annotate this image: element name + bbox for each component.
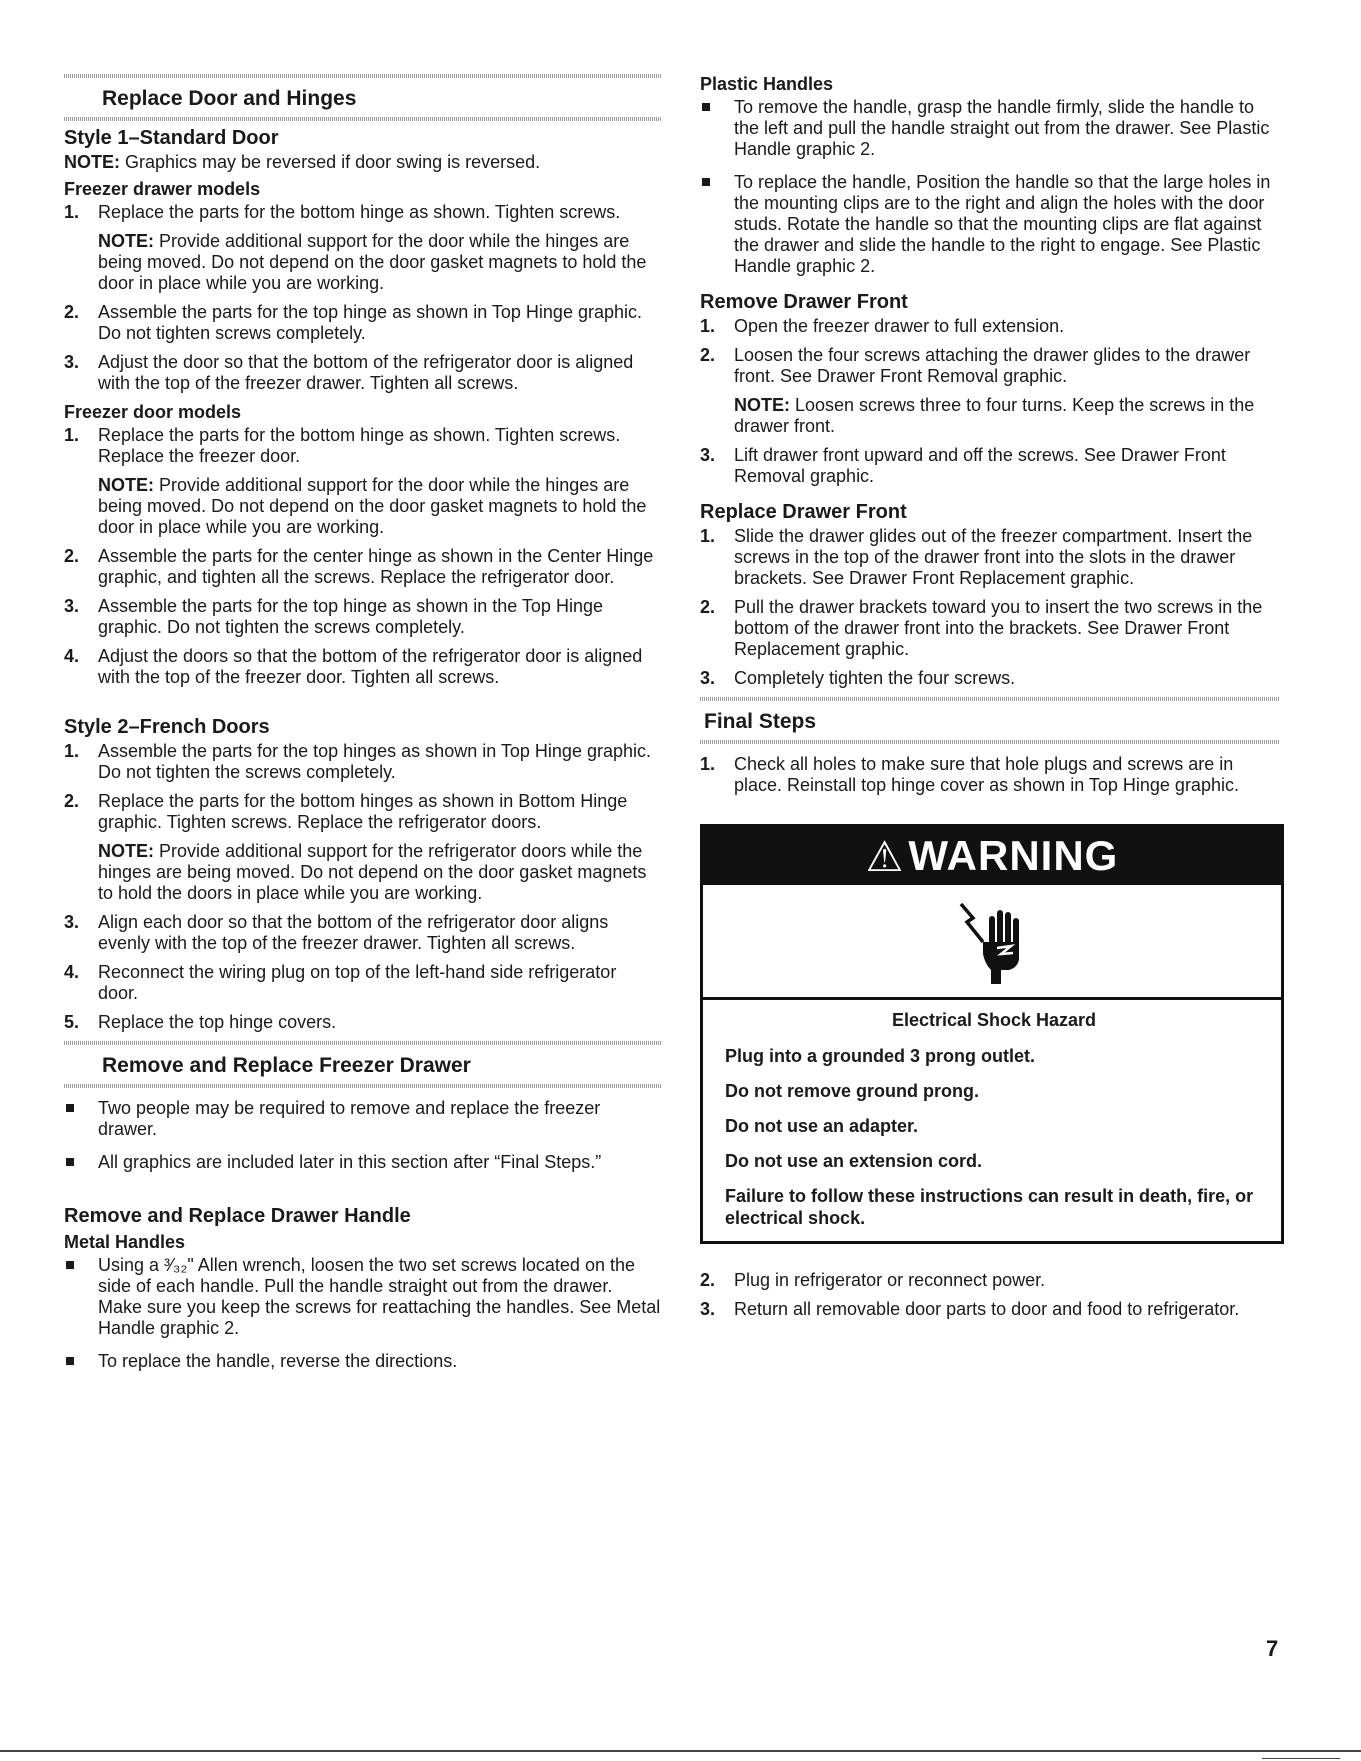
replace-front-steps <box>700 526 1280 689</box>
list-item <box>64 1012 661 1033</box>
page-bottom-rule <box>0 1750 1361 1752</box>
page-number: 7 <box>1266 1636 1279 1661</box>
list-item <box>700 1299 1280 1320</box>
list-item <box>64 425 661 538</box>
step-text: Replace the parts for the bottom hinge as shown. Tighten screws. Replace the freezer door. <box>98 425 621 466</box>
freezer-door-models-heading: Freezer door models <box>64 402 242 422</box>
warning-word: WARNING <box>908 832 1119 879</box>
step-text: Align each door so that the bottom of the refrigerator door aligns evenly with the top of the freezer drawer. Tighten all screws. <box>98 912 609 953</box>
list-item <box>700 316 1280 337</box>
step-text: Reconnect the wiring plug on top of the left-hand side refrigerator door. <box>98 962 617 1003</box>
bullet-text: To replace the handle, Position the handle so that the large holes in the mounting clips are to the right and align the holes with the door studs. Rotate the handle so that the mounting clips are flat against the drawer and slide the handle to the right to engage. See Plastic Handle graphic 2. <box>734 172 1271 276</box>
list-item <box>700 597 1280 660</box>
list-item <box>64 962 661 1004</box>
step-text: Assemble the parts for the top hinge as shown in the Top Hinge graphic. Do not tighten the screws completely. <box>98 596 603 637</box>
section-title: Final Steps <box>704 710 817 733</box>
step-text: Assemble the parts for the top hinge as shown in Top Hinge graphic. Do not tighten screws completely. <box>98 302 642 343</box>
final-steps <box>700 754 1280 796</box>
square-bullet-icon <box>702 103 710 111</box>
note-label: NOTE: <box>734 395 790 415</box>
step-number: 3. <box>700 445 716 465</box>
step-number: 2. <box>700 345 716 365</box>
list-item <box>700 526 1280 589</box>
note-label: NOTE: <box>98 475 154 495</box>
note-label: NOTE: <box>98 841 154 861</box>
step-text: Slide the drawer glides out of the freezer compartment. Insert the screws in the top of the drawer front into the slots in the drawer brackets. See Drawer Front Replacement graphic. <box>734 526 1253 588</box>
step-number: 2. <box>64 302 80 322</box>
bullet-text: To remove the handle, grasp the handle firmly, slide the handle to the left and pull the handle straight out from the drawer. See Plastic Handle graphic 2. <box>734 97 1270 159</box>
step-number: 3. <box>64 912 80 932</box>
hazard-title: Electrical Shock Hazard <box>891 1010 1097 1030</box>
list-item <box>64 912 661 954</box>
replace-drawer-front-heading: Replace Drawer Front <box>700 501 907 523</box>
section-rule-bottom <box>64 117 661 121</box>
plastic-handle-bullets <box>700 97 1280 277</box>
bullet-text: Two people may be required to remove and replace the freezer drawer. <box>98 1098 601 1139</box>
step-number: 4. <box>64 646 80 666</box>
section-title: Remove and Replace Freezer Drawer <box>102 1054 471 1077</box>
step-text: Lift drawer front upward and off the screws. See Drawer Front Removal graphic. <box>734 445 1226 486</box>
note-label: NOTE: <box>64 152 120 172</box>
warning-triangle-icon: ⚠ <box>865 832 905 880</box>
section-rule-top <box>64 1041 661 1045</box>
note-text: Provide additional support for the refrigerator doors while the hinges are being moved. Do not depend on the door gasket magnets to hold the doors in place while you are working. <box>98 841 647 903</box>
square-bullet-icon <box>702 178 710 186</box>
step-number: 3. <box>700 1299 716 1319</box>
plastic-handles-heading: Plastic Handles <box>700 74 834 94</box>
step-number: 4. <box>64 962 80 982</box>
square-bullet-icon <box>66 1104 74 1112</box>
bullet-text: Using a ³⁄₃₂" Allen wrench, loosen the two set screws located on the side of each handle. Pull the handle straight out from the drawer. Make sure you keep the screws for reattaching the handles. See Metal Handle graphic 2. <box>98 1255 661 1338</box>
note-text: Provide additional support for the door while the hinges are being moved. Do not depend on the door gasket magnets to hold the door in place while you are working. <box>98 231 647 293</box>
step-text: Completely tighten the four screws. <box>734 668 1016 688</box>
shock-hand-svg <box>957 898 1027 984</box>
freezer-drawer-bullets <box>64 1098 661 1173</box>
warning-line: Do not remove ground prong. <box>725 1081 979 1101</box>
left-column <box>64 74 661 1384</box>
list-item <box>700 668 1280 689</box>
style2-heading: Style 2–French Doors <box>64 716 270 738</box>
bullet-text: All graphics are included later in this section after “Final Steps.” <box>98 1152 602 1172</box>
step-text: Pull the drawer brackets toward you to insert the two screws in the bottom of the drawer front into the brackets. See Drawer Front Replacement graphic. <box>734 597 1263 659</box>
after-warning-steps <box>700 1270 1280 1320</box>
step-number: 1. <box>700 526 716 546</box>
step-number: 3. <box>64 352 80 372</box>
list-item <box>64 791 661 904</box>
step-number: 3. <box>64 596 80 616</box>
section-rule-bottom <box>64 1084 661 1088</box>
square-bullet-icon <box>66 1261 74 1269</box>
freezer-drawer-models-heading: Freezer drawer models <box>64 179 261 199</box>
metal-handles-heading: Metal Handles <box>64 1232 186 1252</box>
list-item <box>700 445 1280 487</box>
style1-heading: Style 1–Standard Door <box>64 127 279 149</box>
section-rule-top <box>700 697 1280 701</box>
step-text: Replace the parts for the bottom hinge as shown. Tighten screws. <box>98 202 621 222</box>
list-item <box>64 1255 661 1339</box>
step-text: Assemble the parts for the top hinges as shown in Top Hinge graphic. Do not tighten the screws completely. <box>98 741 651 782</box>
list-item <box>64 1351 661 1372</box>
step-number: 3. <box>700 668 716 688</box>
step-number: 2. <box>700 597 716 617</box>
section-title: Replace Door and Hinges <box>102 87 357 110</box>
step-number: 1. <box>64 202 80 222</box>
list-item <box>700 754 1280 796</box>
step-number: 2. <box>64 791 80 811</box>
metal-handle-bullets <box>64 1255 661 1372</box>
step-number: 1. <box>700 316 716 336</box>
step-text: Return all removable door parts to door and food to refrigerator. <box>734 1299 1240 1319</box>
list-item <box>64 302 661 344</box>
section-replace-door-hinges <box>64 74 661 121</box>
step-number: 1. <box>64 425 80 445</box>
style2-steps <box>64 741 661 1033</box>
step-text: Loosen the four screws attaching the drawer glides to the drawer front. See Drawer Front Removal graphic. <box>734 345 1251 386</box>
step-text: Plug in refrigerator or reconnect power. <box>734 1270 1046 1290</box>
step-number: 2. <box>700 1270 716 1290</box>
electric-shock-hand-icon <box>703 885 1281 1000</box>
list-item <box>64 1098 661 1140</box>
note-text: Loosen screws three to four turns. Keep the screws in the drawer front. <box>734 395 1255 436</box>
warning-body <box>703 1000 1281 1241</box>
style1-note <box>64 152 661 173</box>
list-item <box>64 741 661 783</box>
list-item <box>700 97 1280 160</box>
step-text: Assemble the parts for the center hinge as shown in the Center Hinge graphic, and tighten all the screws. Replace the refrigerator door. <box>98 546 654 587</box>
step-note <box>98 231 661 294</box>
square-bullet-icon <box>66 1357 74 1365</box>
step-text: Adjust the door so that the bottom of the refrigerator door is aligned with the top of the freezer drawer. Tighten all screws. <box>98 352 634 393</box>
remove-drawer-front-heading: Remove Drawer Front <box>700 291 908 313</box>
warning-line: Failure to follow these instructions can result in death, fire, or electrical shock. <box>725 1186 1254 1228</box>
drawer-handle-heading: Remove and Replace Drawer Handle <box>64 1205 411 1227</box>
remove-front-steps <box>700 316 1280 487</box>
step-note <box>98 841 661 904</box>
list-item <box>700 345 1280 437</box>
step-number: 1. <box>64 741 80 761</box>
step-text: Replace the top hinge covers. <box>98 1012 337 1032</box>
step-text: Replace the parts for the bottom hinges as shown in Bottom Hinge graphic. Tighten screws. Replace the refrigerator doors. <box>98 791 628 832</box>
step-number: 1. <box>700 754 716 774</box>
note-label: NOTE: <box>98 231 154 251</box>
freezer-drawer-steps <box>64 202 661 394</box>
list-item <box>64 546 661 588</box>
warning-line: Do not use an extension cord. <box>725 1151 983 1171</box>
step-note <box>98 475 661 538</box>
section-rule-bottom <box>700 740 1280 744</box>
page-bottom-rule-short <box>1262 1758 1340 1759</box>
step-number: 5. <box>64 1012 80 1032</box>
warning-line: Do not use an adapter. <box>725 1116 919 1136</box>
step-text: Open the freezer drawer to full extension. <box>734 316 1065 336</box>
list-item <box>64 596 661 638</box>
step-text: Check all holes to make sure that hole plugs and screws are in place. Reinstall top hinge cover as shown in Top Hinge graphic. <box>734 754 1239 795</box>
note-text: Graphics may be reversed if door swing is reversed. <box>120 152 541 172</box>
section-final-steps <box>700 697 1280 744</box>
section-freezer-drawer <box>64 1041 661 1088</box>
warning-box <box>700 824 1284 1244</box>
square-bullet-icon <box>66 1158 74 1166</box>
step-note <box>734 395 1280 437</box>
list-item <box>700 1270 1280 1291</box>
list-item <box>64 646 661 688</box>
list-item <box>64 1152 661 1173</box>
section-rule-top <box>64 74 661 78</box>
list-item <box>64 352 661 394</box>
bullet-text: To replace the handle, reverse the directions. <box>98 1351 458 1371</box>
step-text: Adjust the doors so that the bottom of the refrigerator door is aligned with the top of the freezer door. Tighten all screws. <box>98 646 643 687</box>
step-number: 2. <box>64 546 80 566</box>
list-item <box>64 202 661 294</box>
freezer-door-steps <box>64 425 661 688</box>
right-column <box>700 74 1280 1328</box>
warning-header <box>703 827 1281 885</box>
warning-line: Plug into a grounded 3 prong outlet. <box>725 1046 1035 1066</box>
note-text: Provide additional support for the door while the hinges are being moved. Do not depend on the door gasket magnets to hold the door in place while you are working. <box>98 475 647 537</box>
list-item <box>700 172 1280 277</box>
